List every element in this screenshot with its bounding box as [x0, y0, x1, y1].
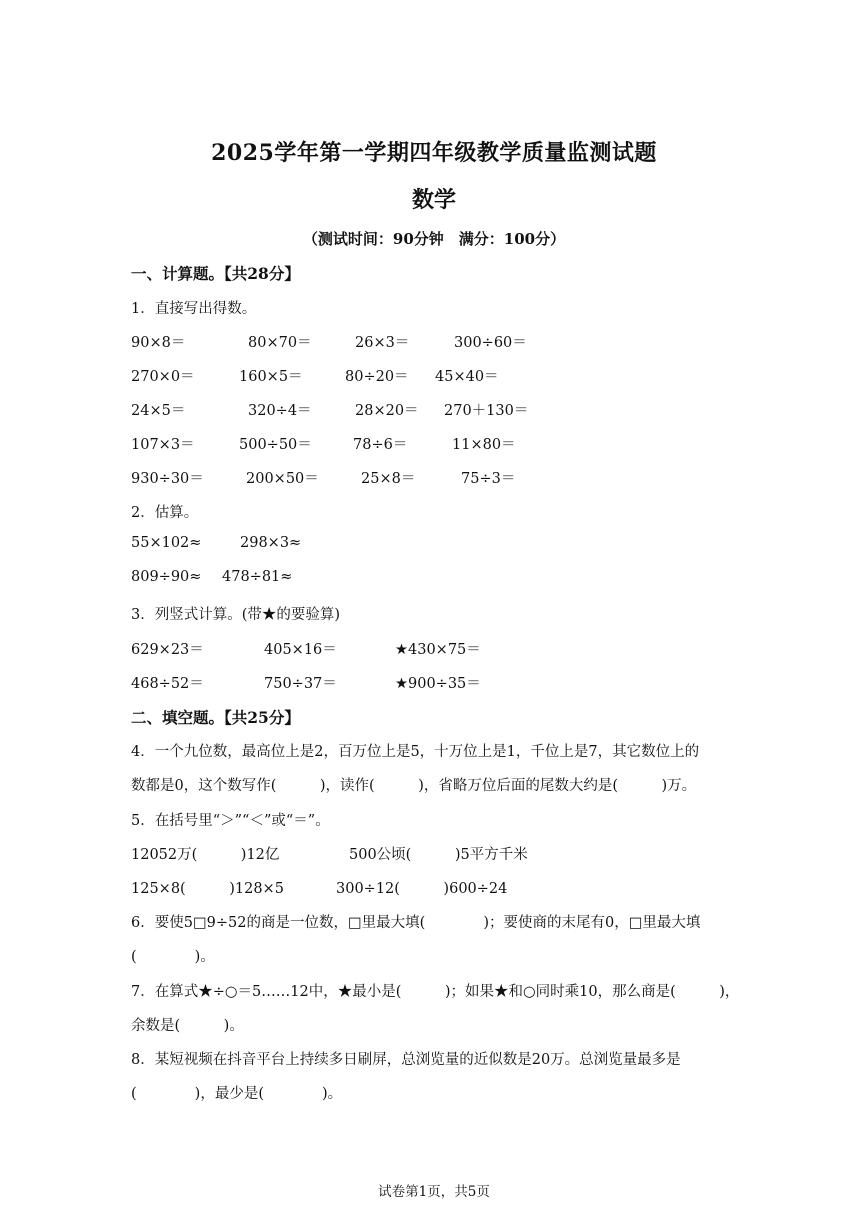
calc-item: 320÷4＝ [248, 403, 312, 419]
calc-item: 80÷20＝ [345, 369, 409, 385]
question-7-line1: 7．在算式★÷○＝5……12中，★最小是( )；如果★和○同时乘10，那么商是( )， [131, 984, 740, 1000]
calc-item: 930÷30＝ [131, 471, 204, 487]
time-info: （测试时间：90分钟 满分：100分） [302, 230, 566, 248]
question-7-line2: 余数是( )。 [131, 1018, 244, 1034]
calc-item: 500÷50＝ [239, 437, 312, 453]
calc-item: 28×20＝ [355, 403, 419, 419]
calc-item: 25×8＝ [361, 471, 416, 487]
vertical-calc-item: 750÷37＝ [264, 676, 337, 692]
compare-item: 300÷12( )600÷24 [336, 881, 508, 897]
calc-item: 45×40＝ [435, 369, 499, 385]
calc-item: 24×5＝ [131, 403, 186, 419]
calc-item: 80×70＝ [248, 335, 312, 351]
question-6-line1: 6．要使5□9÷52的商是一位数，□里最大填( )；要使商的末尾有0，□里最大填 [131, 915, 701, 931]
calc-item: 78÷6＝ [353, 437, 408, 453]
calc-item: 270×0＝ [131, 369, 195, 385]
estimate-item: 809÷90≈ [131, 569, 202, 585]
calc-item: 26×3＝ [355, 335, 410, 351]
vertical-calc-item: 405×16＝ [264, 642, 337, 658]
question-1-prompt: 1．直接写出得数。 [131, 301, 257, 317]
estimate-item: 55×102≈ [131, 535, 202, 551]
estimate-item: 298×3≈ [240, 535, 302, 551]
question-8-line1: 8．某短视频在抖音平台上持续多日刷屏，总浏览量的近似数是20万。总浏览量最多是 [131, 1052, 681, 1068]
question-6-line2: ( )。 [131, 949, 215, 965]
calc-item: 300÷60＝ [454, 335, 527, 351]
section-heading-calculation: 一、计算题。【共28分】 [131, 264, 300, 283]
calc-item: 107×3＝ [131, 437, 195, 453]
question-4-line1: 4．一个九位数，最高位上是2，百万位上是5，十万位上是1，千位上是7，其它数位上的 [131, 744, 700, 760]
compare-item: 125×8( )128×5 [131, 881, 284, 897]
vertical-calc-item: ★900÷35＝ [395, 676, 481, 692]
page-footer: 试卷第1页，共5页 [378, 1184, 490, 1200]
calc-item: 75÷3＝ [461, 471, 516, 487]
compare-item: 12052万( )12亿 [131, 847, 280, 863]
compare-item: 500公顷( )5平方千米 [349, 847, 528, 863]
question-4-line2: 数都是0，这个数写作( )，读作( )，省略万位后面的尾数大约是( )万。 [131, 778, 697, 794]
calc-item: 160×5＝ [239, 369, 303, 385]
section-heading-fill-blank: 二、填空题。【共25分】 [131, 708, 300, 727]
subject-title: 数学 [411, 187, 456, 213]
question-2-prompt: 2．估算。 [131, 505, 199, 521]
calc-item: 270＋130＝ [444, 403, 529, 419]
exam-title: 2025学年第一学期四年级教学质量监测试题 [211, 140, 657, 166]
question-5-prompt: 5．在括号里“＞”“＜”或“＝”。 [131, 813, 330, 829]
question-3-prompt: 3．列竖式计算。(带★的要验算) [131, 607, 341, 623]
calc-item: 200×50＝ [246, 471, 319, 487]
calc-item: 11×80＝ [452, 437, 516, 453]
vertical-calc-item: 468÷52＝ [131, 676, 204, 692]
vertical-calc-item: 629×23＝ [131, 642, 204, 658]
estimate-item: 478÷81≈ [222, 569, 293, 585]
vertical-calc-item: ★430×75＝ [395, 642, 481, 658]
calc-item: 90×8＝ [131, 335, 186, 351]
question-8-line2: ( )，最少是( )。 [131, 1086, 343, 1102]
